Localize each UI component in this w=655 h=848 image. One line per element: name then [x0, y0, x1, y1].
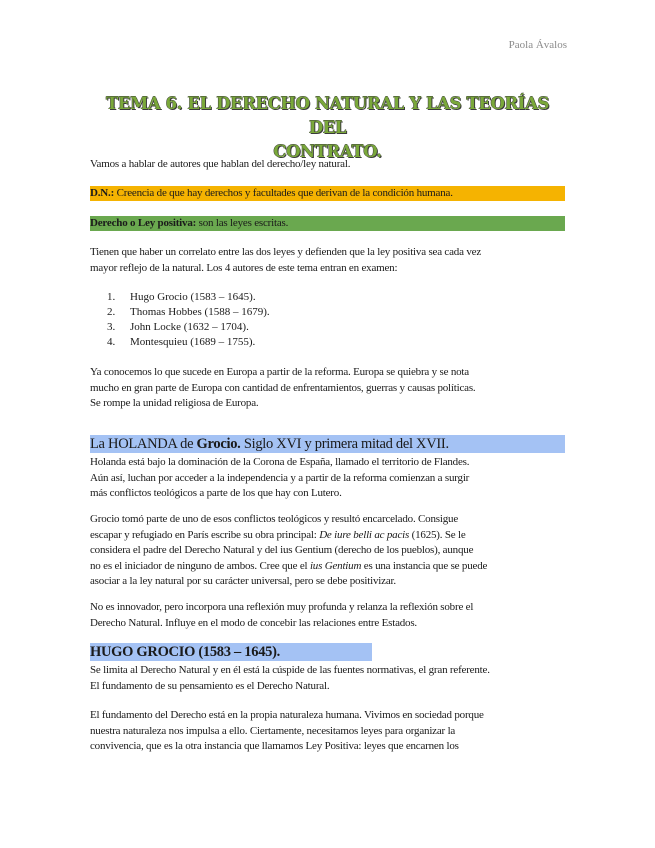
positiva-label: Derecho o Ley positiva: [90, 217, 197, 229]
list-item: 1. Hugo Grocio (1583 – 1645). [107, 291, 256, 303]
authors-list [90, 290, 270, 350]
ley-positiva-definition [90, 216, 565, 231]
list-item: 3. John Locke (1632 – 1704). [107, 321, 249, 333]
reforma-line-1: Ya conocemos lo que sucede en Europa a partir de la reforma. Europa se quiebra y se nota [90, 366, 469, 378]
intro-paragraph: Vamos a hablar de autores que hablan del derecho/ley natural. [90, 158, 351, 170]
dn-label: D.N.: [90, 187, 115, 199]
limita-paragraph: Se limita al Derecho Natural y en él está la cúspide de las fuentes normativas, el gran referente. El fundamento de su pensamiento es el Derecho Natural. [90, 664, 490, 692]
page-title [90, 92, 565, 164]
holanda-paragraph: Holanda está bajo la dominación de la Corona de España, llamado el territorio de Flandes. Aún así, luchan por acceder a la independencia y a partir de la reforma comienzan a surgir más conflictos teológicos a parte de los que hay con Lutero. [90, 456, 470, 499]
correlato-paragraph [90, 245, 565, 276]
positiva-text: son las leyes escritas. [196, 217, 289, 229]
correlato-line-2: mayor reflejo de la natural. Los 4 autores de este tema entran en examen: [90, 261, 398, 274]
dn-definition [90, 186, 565, 201]
grocio-paragraph: Grocio tomó parte de uno de esos conflictos teológicos y resultó encarcelado. Consigue escapar y refugiado en París escribe su obra principal: De iure belli ac pacis (1625). Se le considera el padre del Derecho Natural y del ius Gentium (derecho de los pueblos), aunque no es el iniciador de ninguno de ambos. Cree que el ius Gentium es una instancia que se puede asociar a la ley natural por su carácter universal, pero se debe positivizar. [90, 513, 488, 587]
section-heading-holanda: La HOLANDA de Grocio. Siglo XVI y primera mitad del XVII. [90, 435, 565, 453]
reforma-line-2: mucho en gran parte de Europa con cantidad de enfrentamientos, guerras y causas políticas. [90, 381, 476, 394]
fundamento-paragraph: El fundamento del Derecho está en la propia naturaleza humana. Vivimos en sociedad porque nuestra naturaleza nos impulsa a ello. Ciertamente, necesitamos leyes para organizar la convivencia, que es la otra instancia que llamamos Ley Positiva: leyes que encarnen los [90, 709, 484, 752]
correlato-line-1: Tienen que haber un correlato entre las dos leyes y defienden que la ley positiva sea cada vez [90, 246, 481, 258]
list-item: 4. Montesquieu (1689 – 1755). [107, 336, 256, 348]
innovador-paragraph: No es innovador, pero incorpora una reflexión muy profunda y relanza la reflexión sobre el Derecho Natural. Influye en el modo de concebir las relaciones entre Estados. [90, 601, 474, 629]
reforma-line-3: Se rompe la unidad religiosa de Europa. [90, 397, 259, 409]
header-author: Paola Ávalos [508, 39, 567, 51]
title-line-1: TEMA 6. EL DERECHO NATURAL Y LAS TEORÍAS DEL [105, 94, 550, 137]
list-item: 2. Thomas Hobbes (1588 – 1679). [107, 306, 270, 318]
dn-text: Creencia de que hay derechos y facultades que derivan de la condición humana. [114, 187, 453, 199]
reforma-paragraph [90, 365, 565, 412]
section-heading-hugo-grocio: HUGO GROCIO (1583 – 1645). [90, 643, 372, 661]
title-line-2: CONTRATO. [273, 142, 382, 161]
